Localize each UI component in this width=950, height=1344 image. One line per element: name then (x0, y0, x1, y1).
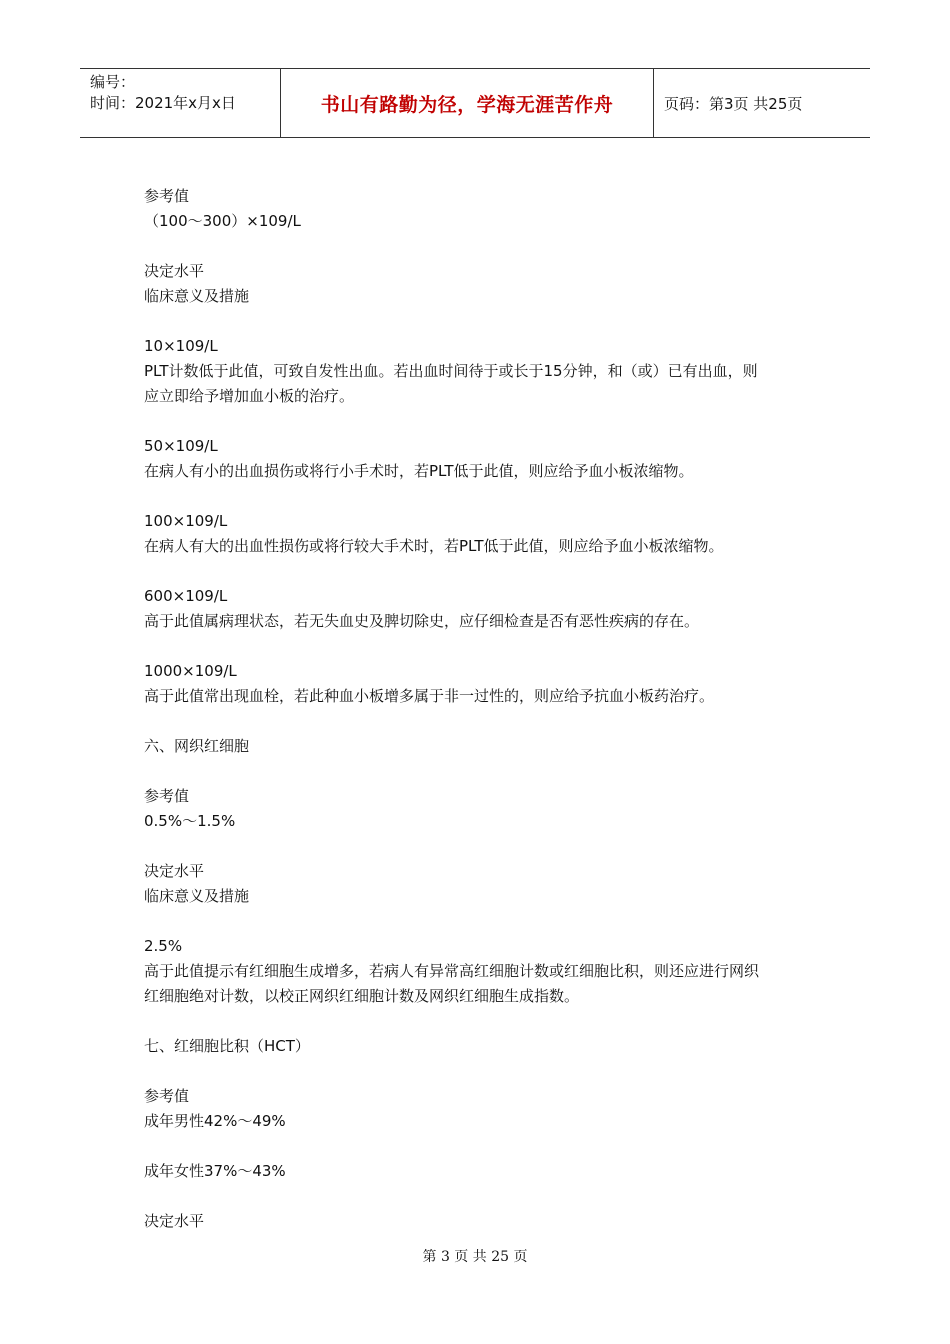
page-header (80, 68, 870, 138)
paragraph-gap (144, 834, 824, 859)
paragraph-gap (144, 1059, 824, 1084)
body-text-line: 成年男性42%～49% (144, 1112, 286, 1130)
document-number-label: 编号： (90, 73, 136, 91)
paragraph-gap (144, 709, 824, 734)
body-text-line: 1000×109/L (144, 662, 237, 680)
body-text-line: 决定水平 (144, 262, 205, 280)
body-text-line: 在病人有大的出血性损伤或将行较大手术时，若PLT低于此值，则应给予血小板浓缩物。 (144, 537, 724, 555)
paragraph-gap (144, 1009, 824, 1034)
page-footer: 第 3 页 共 25 页 (422, 1249, 528, 1265)
paragraph-gap (144, 634, 824, 659)
body-text-line: 600×109/L (144, 587, 228, 605)
body-text-line: 临床意义及措施 (144, 887, 250, 905)
body-text-line: 参考值 (144, 787, 190, 805)
header-page-cell (654, 69, 870, 137)
body-text-line: 2.5% (144, 937, 183, 955)
paragraph-gap (144, 234, 824, 259)
body-text-line: 临床意义及措施 (144, 287, 250, 305)
document-date-label: 时间：2021年x月x日 (90, 94, 236, 112)
paragraph-gap (144, 1134, 824, 1159)
body-text-line: 10×109/L (144, 337, 218, 355)
body-text-line: 参考值 (144, 187, 190, 205)
body-text-line: 100×109/L (144, 512, 228, 530)
body-text-line: PLT计数低于此值，可致自发性出血。若出血时间待于或长于15分钟，和（或）已有出血，则 (144, 362, 758, 380)
paragraph-gap (144, 759, 824, 784)
body-text-line: 红细胞绝对计数，以校正网织红细胞计数及网织红细胞生成指数。 (144, 987, 580, 1005)
body-text-line: 应立即给予增加血小板的治疗。 (144, 387, 355, 405)
body-text-line: 决定水平 (144, 1212, 205, 1230)
body-text-line: 高于此值属病理状态，若无失血史及脾切除史，应仔细检查是否有恶性疾病的存在。 (144, 612, 700, 630)
paragraph-gap (144, 309, 824, 334)
body-text-line: 成年女性37%～43% (144, 1162, 286, 1180)
header-page-number: 页码：第3页 共25页 (664, 94, 803, 113)
body-text-line: 参考值 (144, 1087, 190, 1105)
paragraph-gap (144, 1184, 824, 1209)
paragraph-gap (144, 559, 824, 584)
body-text-line: 在病人有小的出血损伤或将行小手术时，若PLT低于此值，则应给予血小板浓缩物。 (144, 462, 694, 480)
body-text-line: 高于此值提示有红细胞生成增多，若病人有异常高红细胞计数或红细胞比积，则还应进行网织 (144, 962, 760, 980)
paragraph-gap (144, 484, 824, 509)
body-text-line: 决定水平 (144, 862, 205, 880)
body-text-line: 0.5%～1.5% (144, 812, 236, 830)
motto-text: 书山有路勤为径，学海无涯苦作舟 (320, 93, 614, 116)
body-text-line: 七、红细胞比积（HCT） (144, 1037, 310, 1055)
paragraph-gap (144, 909, 824, 934)
body-text-line: （100～300）×109/L (144, 212, 301, 230)
body-text-line: 六、网织红细胞 (144, 737, 250, 755)
body-text-line: 50×109/L (144, 437, 218, 455)
paragraph-gap (144, 409, 824, 434)
header-info-cell (80, 69, 281, 137)
document-body (144, 184, 824, 1234)
header-motto-cell (281, 69, 654, 137)
body-text-line: 高于此值常出现血栓，若此种血小板增多属于非一过性的，则应给予抗血小板药治疗。 (144, 687, 715, 705)
